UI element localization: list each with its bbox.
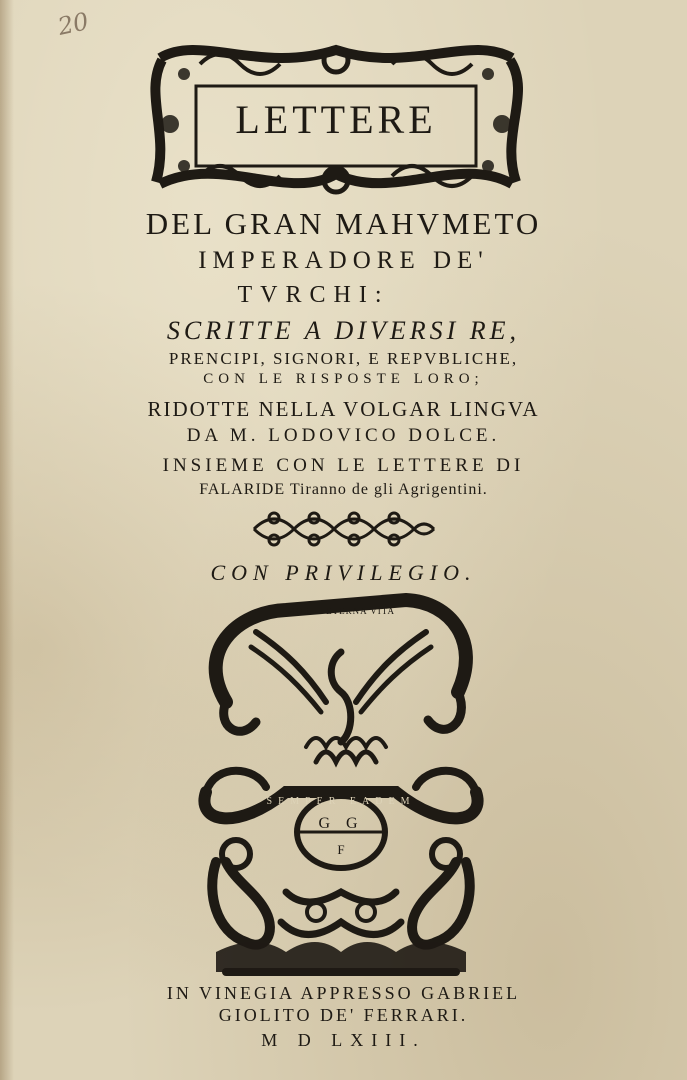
banner-motto-middle: SEMPER EADEM bbox=[266, 796, 416, 807]
title-line-7: RIDOTTE NELLA VOLGAR LINGVA bbox=[147, 397, 540, 421]
title-line-3: TVRCHI: bbox=[237, 282, 390, 308]
banner-motto-top: MORTE ETERNA VITA bbox=[286, 606, 396, 616]
title-line-2: IMPERADORE DE' bbox=[198, 247, 489, 274]
privilege-line: CON PRIVILEGIO. bbox=[210, 560, 477, 585]
printer-device-phoenix bbox=[196, 592, 486, 989]
title-line-1: DEL GRAN MAHVMETO bbox=[145, 206, 542, 241]
title-line-6: CON LE RISPOSTE LORO; bbox=[203, 371, 484, 387]
handwritten-note: 20 bbox=[55, 7, 92, 41]
shield-initials: G G bbox=[318, 815, 364, 832]
shield-initial-lower: F bbox=[337, 842, 345, 857]
title-cartouche bbox=[140, 34, 532, 202]
translator-line: DA M. LODOVICO DOLCE. bbox=[186, 425, 501, 446]
book-title: LETTERE bbox=[235, 97, 437, 142]
imprint-year: M D LXIII. bbox=[261, 1030, 426, 1050]
page-edge bbox=[0, 0, 14, 1080]
title-line-9: INSIEME CON LE LETTERE DI bbox=[162, 455, 525, 476]
title-line-10: FALARIDE Tiranno de gli Agrigentini. bbox=[199, 481, 488, 498]
imprint-line-1: IN VINEGIA APPRESSO GABRIEL bbox=[166, 983, 521, 1003]
fleuron-ornament bbox=[244, 506, 444, 557]
title-line-4: SCRITTE A DIVERSI RE, bbox=[166, 316, 521, 345]
title-line-5: PRENCIPI, SIGNORI, E REPVBLICHE, bbox=[168, 349, 519, 368]
imprint-line-2: GIOLITO DE' FERRARI. bbox=[218, 1005, 469, 1025]
